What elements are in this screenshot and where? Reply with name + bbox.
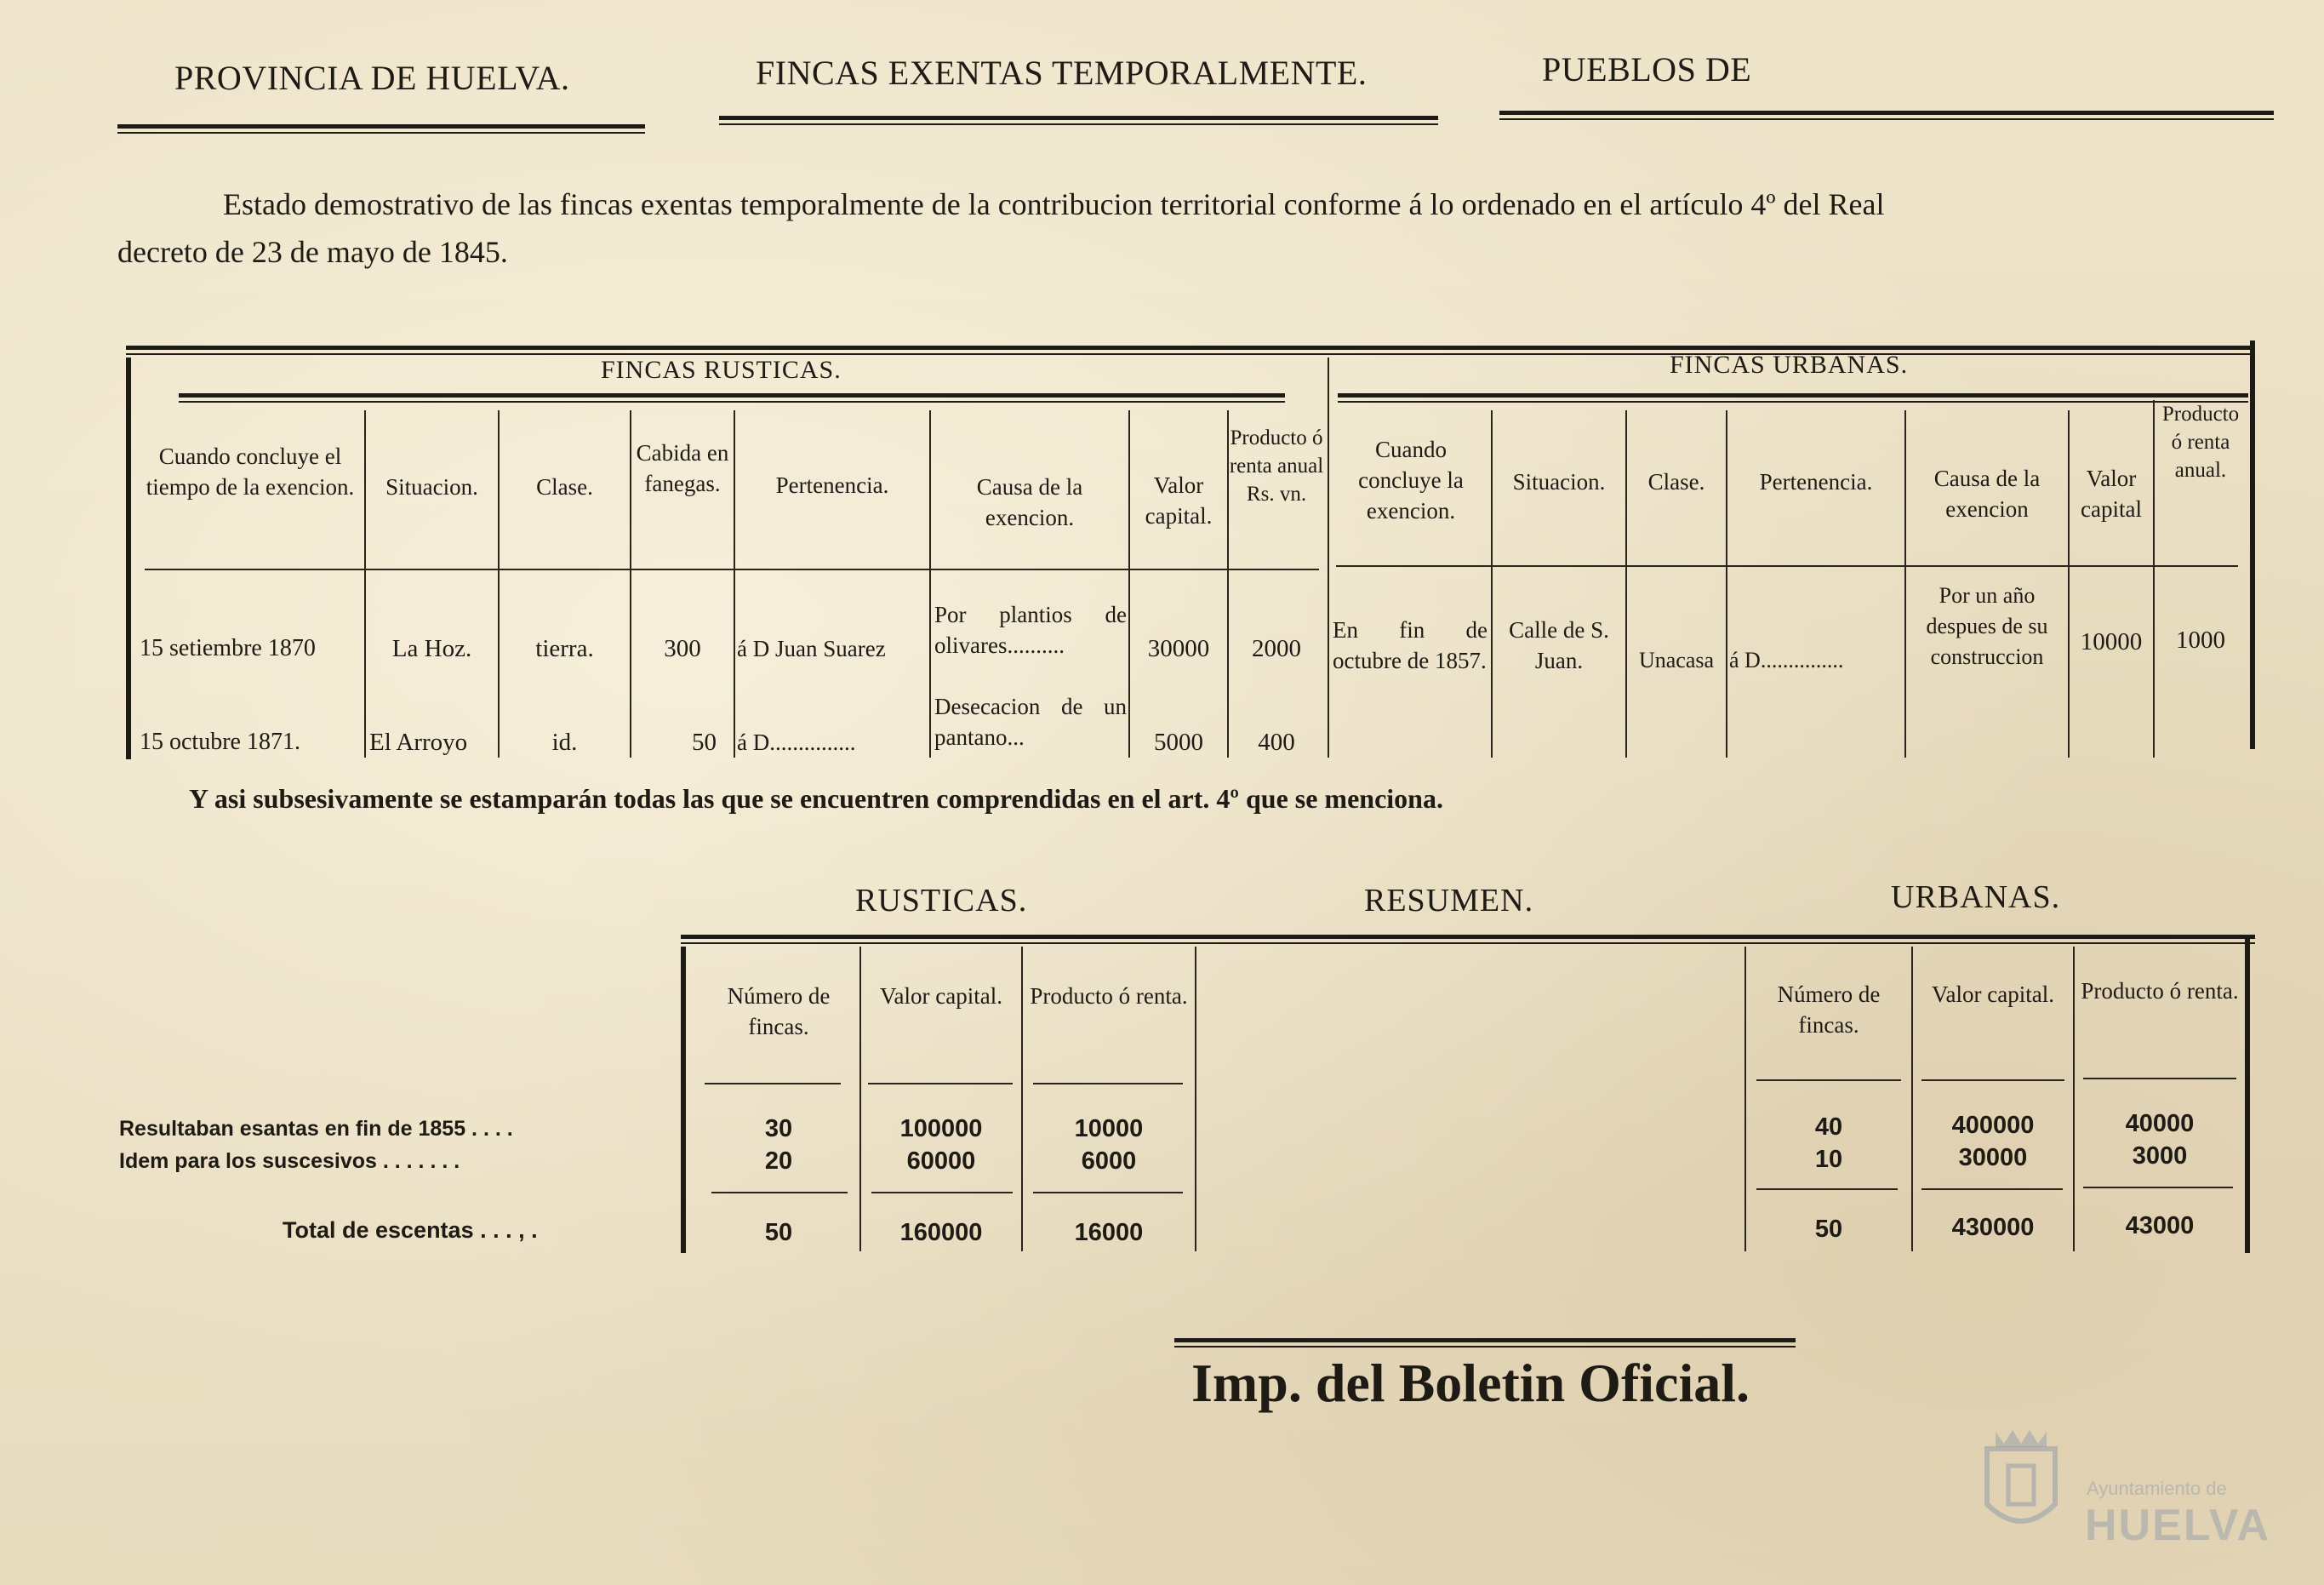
- total-rule: [1033, 1192, 1183, 1193]
- total-rule: [711, 1192, 848, 1193]
- resumen-u-header-numero: Número de fincas.: [1777, 981, 1881, 1038]
- resumen-u2-producto: 3000: [2132, 1142, 2188, 1170]
- resumen-row2-label: Idem para los suscesivos . . . . . . .: [119, 1149, 460, 1173]
- urbanas-r1-causa: Por un año despues de su construccion: [1926, 583, 2048, 669]
- rusticas-header-situacion: Situacion.: [385, 474, 478, 500]
- intro-line-2: decreto de 23 de mayo de 1845.: [117, 235, 508, 269]
- resumen-total-r-producto: 16000: [1074, 1219, 1144, 1246]
- resumen-row1-label: Resultaban esantas en fin de 1855 . . . .: [119, 1117, 513, 1141]
- rusticas-header-causa: Causa de la exencion.: [976, 474, 1083, 530]
- urbanas-header-producto: Producto ó renta anual.: [2161, 403, 2240, 482]
- header-rule-middle: [719, 116, 1438, 120]
- urbanas-header-situacion: Situacion.: [1512, 469, 1606, 495]
- rusticas-header-producto: Producto ó renta anual Rs. vn.: [1229, 426, 1324, 506]
- rusticas-r2-producto: 400: [1258, 729, 1295, 756]
- watermark-line2: HUELVA: [2085, 1501, 2271, 1550]
- urbanas-header-valor: Valor capital: [2081, 466, 2142, 522]
- urbanas-r1-valor: 10000: [2080, 628, 2143, 655]
- rusticas-r1-valor: 30000: [1147, 635, 1210, 662]
- rusticas-r1-cabida: 300: [664, 635, 701, 662]
- total-rule: [1756, 1188, 1898, 1190]
- rusticas-r2-causa: Desecacion de un pantano...: [934, 694, 1127, 750]
- rusticas-header-pertenencia: Pertenencia.: [775, 472, 889, 498]
- resumen-total-u-producto: 43000: [2125, 1212, 2195, 1239]
- header-fincas: FINCAS EXENTAS TEMPORALMENTE.: [756, 54, 1368, 92]
- header-underline: [2083, 1078, 2236, 1079]
- resumen-urbanas-title: URBANAS.: [1891, 879, 2061, 915]
- rusticas-r2-clase: id.: [551, 729, 578, 756]
- rusticas-title-rule: [179, 393, 1285, 398]
- header-underline: [1756, 1079, 1901, 1081]
- header-underline: [705, 1083, 841, 1084]
- resumen-rusticas-title: RUSTICAS.: [855, 883, 1028, 918]
- col-divider: [1195, 947, 1196, 1251]
- col-divider: [364, 410, 366, 758]
- rusticas-r2-cabida: 50: [692, 729, 717, 756]
- rusticas-r1-causa: Por plantios de olivares..........: [934, 602, 1127, 658]
- urbanas-r1-cuando: En fin de octubre de 1857.: [1333, 617, 1487, 673]
- imprint-text: Imp. del Boletin Oficial.: [1191, 1353, 1750, 1413]
- urbanas-header-causa: Causa de la exencion: [1933, 466, 2041, 522]
- urbanas-r1-pertenencia: á D...............: [1729, 648, 1844, 672]
- resumen-u1-producto: 40000: [2125, 1110, 2195, 1137]
- total-rule: [1921, 1188, 2063, 1190]
- resumen-total-u-numero: 50: [1814, 1216, 1843, 1243]
- continuation-note: Y asi subsesivamente se estamparán todas las que se encuentren comprendidas en el art. 4º que se menciona.: [189, 783, 1443, 814]
- resumen-r2-valor: 60000: [906, 1147, 976, 1175]
- resumen-r2-producto: 6000: [1081, 1147, 1137, 1175]
- resumen-total-r-valor: 160000: [899, 1219, 983, 1246]
- urbanas-header-clase: Clase.: [1647, 469, 1705, 495]
- resumen-u1-valor: 400000: [1951, 1112, 2035, 1139]
- resumen-total-label: Total de escentas . . . , .: [283, 1217, 538, 1243]
- resumen-r-header-producto: Producto ó renta.: [1030, 983, 1188, 1009]
- resumen-right-border: [2245, 935, 2250, 1253]
- resumen-u-header-producto: Producto ó renta.: [2081, 978, 2239, 1004]
- resumen-u-header-valor: Valor capital.: [1932, 981, 2054, 1007]
- urbanas-header-cuando: Cuando concluye la exencion.: [1358, 437, 1464, 524]
- resumen-total-u-valor: 430000: [1951, 1214, 2035, 1241]
- main-table-left-border: [126, 358, 131, 759]
- col-divider: [734, 410, 735, 758]
- rusticas-urbanas-divider: [1328, 358, 1329, 758]
- resumen-top-rule: [681, 935, 2255, 939]
- header-underline: [1033, 1083, 1183, 1084]
- header-rule-left: [117, 124, 645, 129]
- resumen-r-header-numero: Número de fincas.: [727, 983, 831, 1039]
- rusticas-r1-cuando: 15 setiembre 1870: [140, 635, 316, 661]
- rusticas-header-cabida: Cabida en fanegas.: [636, 440, 729, 496]
- rusticas-header-underline: [145, 569, 1319, 570]
- rusticas-r2-valor: 5000: [1154, 729, 1203, 756]
- col-divider: [1625, 410, 1627, 758]
- urbanas-r1-producto: 1000: [2176, 627, 2225, 654]
- resumen-r1-producto: 10000: [1074, 1115, 1144, 1142]
- rusticas-header-clase: Clase.: [536, 474, 593, 500]
- header-rule-right: [1499, 111, 2274, 115]
- resumen-left-border: [681, 947, 686, 1253]
- rusticas-title: FINCAS RUSTICAS.: [601, 356, 842, 384]
- urbanas-title-rule: [1338, 393, 2248, 398]
- main-table-right-border: [2250, 340, 2255, 749]
- resumen-total-r-numero: 50: [764, 1219, 793, 1246]
- header-underline: [1921, 1079, 2064, 1081]
- total-rule: [871, 1192, 1013, 1193]
- header-underline: [868, 1083, 1013, 1084]
- resumen-u1-numero: 40: [1814, 1113, 1843, 1141]
- crest-icon: [1974, 1423, 2068, 1542]
- rusticas-header-valor: Valor capital.: [1145, 472, 1213, 529]
- rusticas-r1-clase: tierra.: [535, 635, 594, 662]
- watermark-line1: Ayuntamiento de: [2087, 1478, 2227, 1499]
- imprint-rule: [1174, 1338, 1796, 1342]
- resumen-r1-valor: 100000: [899, 1115, 983, 1142]
- rusticas-r2-situacion: El Arroyo: [369, 729, 468, 756]
- header-pueblos: PUEBLOS DE: [1542, 50, 1752, 89]
- resumen-r1-numero: 30: [764, 1115, 793, 1142]
- resumen-u2-numero: 10: [1814, 1146, 1843, 1173]
- resumen-u2-valor: 30000: [1958, 1144, 2028, 1171]
- urbanas-r1-clase: Unacasa: [1638, 648, 1715, 672]
- rusticas-r1-situacion: La Hoz.: [391, 635, 472, 662]
- rusticas-r1-producto: 2000: [1252, 635, 1301, 662]
- col-divider: [1726, 410, 1727, 758]
- rusticas-r2-pertenencia: á D...............: [737, 730, 856, 755]
- urbanas-title: FINCAS URBANAS.: [1670, 351, 1909, 379]
- col-divider: [1128, 410, 1130, 758]
- rusticas-header-cuando: Cuando concluye el tiempo de la exencion.: [146, 443, 355, 500]
- intro-line-1: Estado demostrativo de las fincas exentas temporalmente de la contribucion territorial conforme á lo ordenado en el artículo 4º del Real: [223, 187, 1885, 221]
- resumen-r2-numero: 20: [764, 1147, 793, 1175]
- col-divider: [1491, 410, 1493, 758]
- resumen-r-header-valor: Valor capital.: [880, 983, 1002, 1009]
- header-provincia: PROVINCIA DE HUELVA.: [174, 59, 570, 97]
- total-rule: [2083, 1187, 2233, 1188]
- col-divider: [929, 410, 931, 758]
- rusticas-r2-cuando: 15 octubre 1871.: [140, 729, 300, 755]
- urbanas-r1-situacion: Calle de S. Juan.: [1509, 617, 1609, 673]
- col-divider: [498, 410, 500, 758]
- main-table-top-rule: [126, 346, 2255, 350]
- rusticas-r1-pertenencia: á D Juan Suarez: [737, 636, 886, 661]
- urbanas-header-pertenencia: Pertenencia.: [1759, 469, 1873, 495]
- resumen-title: RESUMEN.: [1364, 883, 1534, 918]
- urbanas-header-underline: [1336, 565, 2238, 567]
